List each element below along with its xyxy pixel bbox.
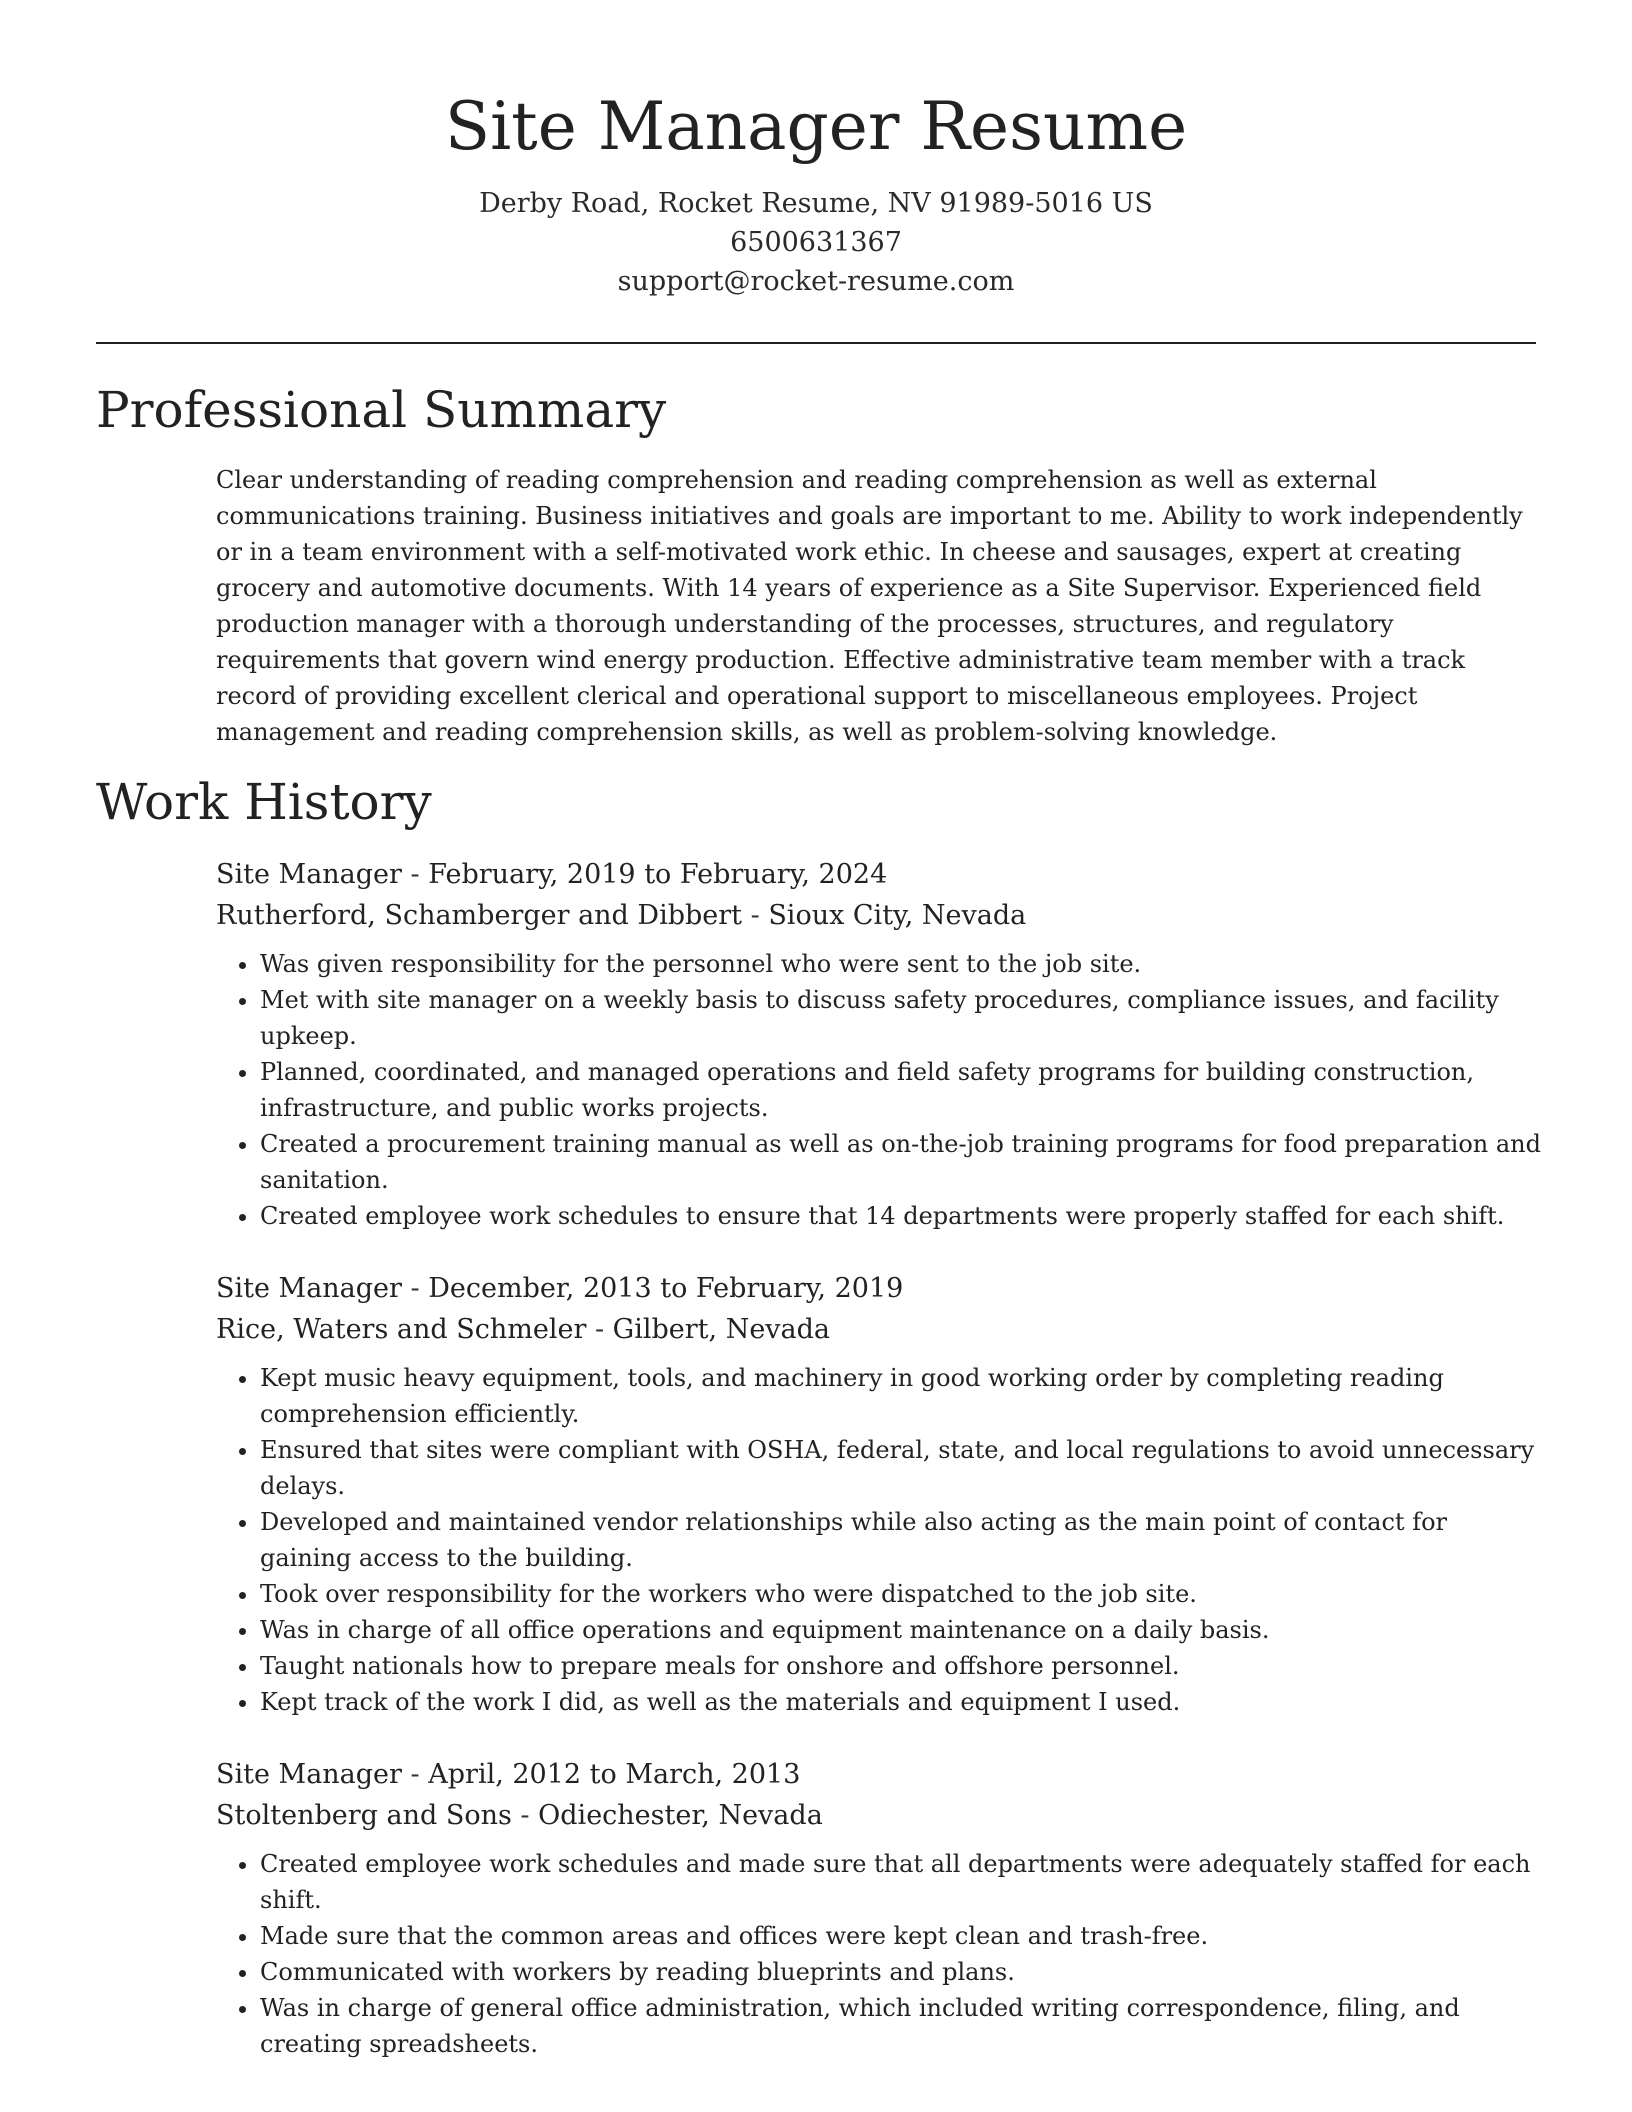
job-employer: Rice, Waters and Schmeler (216, 1314, 587, 1345)
email: support@rocket-resume.com (617, 266, 1015, 297)
job-separator: - (401, 859, 429, 890)
work-history-heading: Work History (96, 773, 432, 831)
job-employer: Stoltenberg and Sons (216, 1800, 512, 1831)
duty-item: • Communicated with workers by reading blueprints and plans. (260, 1954, 1541, 1990)
duty-item: • Made sure that the common areas and offices were kept clean and trash-free. (260, 1918, 1541, 1954)
job-location: Gilbert, Nevada (612, 1314, 831, 1345)
job-employer-line (216, 1309, 1541, 1350)
duty-item: • Met with site manager on a weekly basis to discuss safety procedures, compliance issues, and facility upkeep. (260, 982, 1541, 1054)
duty-item: • Kept music heavy equipment, tools, and machinery in good working order by completing reading comprehension efficiently. (260, 1360, 1541, 1432)
job-entry (216, 854, 1541, 1234)
resume-title: Site Manager Resume (444, 88, 1188, 165)
job-title-line (216, 1754, 1541, 1795)
job-location: Sioux City, Nevada (768, 900, 1027, 931)
job-employer-line (216, 895, 1541, 936)
job-separator: - (511, 1800, 539, 1831)
address: Derby Road, Rocket Resume, NV 91989-5016 US (479, 188, 1153, 219)
duty-item: • Took over responsibility for the workers who were dispatched to the job site. (260, 1576, 1541, 1612)
duty-item: • Developed and maintained vendor relationships while also acting as the main point of contact for gaining access to the building. (260, 1504, 1541, 1576)
work-history-list (216, 854, 1541, 2096)
duty-item: • Was in charge of general office administration, which included writing correspondence, filing, and creating spreadsheets. (260, 1990, 1541, 2062)
job-duties (216, 1360, 1541, 1720)
resume-header (96, 82, 1536, 301)
duty-item: • Planned, coordinated, and managed operations and field safety programs for building construction, infrastructure, and public works projects. (260, 1054, 1541, 1126)
job-location: Odiechester, Nevada (538, 1800, 823, 1831)
job-separator: - (401, 1273, 429, 1304)
header-divider (96, 342, 1536, 344)
duty-item: • Was in charge of all office operations and equipment maintenance on a daily basis. (260, 1612, 1541, 1648)
duty-item: • Was given responsibility for the personnel who were sent to the job site. (260, 946, 1541, 982)
phone: 6500631367 (730, 227, 902, 258)
job-entry (216, 1754, 1541, 2062)
duty-item: • Ensured that sites were compliant with OSHA, federal, state, and local regulations to avoid unnecessary delays. (260, 1432, 1541, 1504)
duty-item: • Created employee work schedules and made sure that all departments were adequately staffed for each shift. (260, 1846, 1541, 1918)
job-title-line (216, 1268, 1541, 1309)
job-title: Site Manager (216, 859, 402, 890)
contact-info (96, 184, 1536, 301)
summary-heading: Professional Summary (96, 381, 667, 439)
duty-item: • Kept track of the work I did, as well as the materials and equipment I used. (260, 1684, 1541, 1720)
job-employer-line (216, 1795, 1541, 1836)
job-duties (216, 1846, 1541, 2062)
duty-item: • Taught nationals how to prepare meals for onshore and offshore personnel. (260, 1648, 1541, 1684)
job-title: Site Manager (216, 1273, 402, 1304)
summary-text: Clear understanding of reading comprehension and reading comprehension as well as external communications training. Business initiatives and goals are important to me. Ability to work independently or in a team environment with a self-motivated work ethic. In cheese and sausages, expert at creating grocery and automotive documents. With 14 years of experience as a Site Supervisor. Experienced field production manager with a thorough understanding of the processes, structures, and regulatory requirements that govern wind energy production. Effective administrative team member with a track record of providing excellent clerical and operational support to miscellaneous employees. Project management and reading comprehension skills, as well as problem-solving knowledge. (216, 466, 1523, 746)
job-dates: December, 2013 to February, 2019 (428, 1273, 904, 1304)
job-separator: - (586, 1314, 613, 1345)
job-title: Site Manager (216, 1759, 402, 1790)
job-employer: Rutherford, Schamberger and Dibbert (216, 900, 743, 931)
job-entry (216, 1268, 1541, 1720)
job-duties (216, 946, 1541, 1234)
job-dates: February, 2019 to February, 2024 (428, 859, 888, 890)
duty-item: • Created a procurement training manual as well as on-the-job training programs for food preparation and sanitation. (260, 1126, 1541, 1198)
job-title-line (216, 854, 1541, 895)
job-dates: April, 2012 to March, 2013 (428, 1759, 801, 1790)
job-separator: - (742, 900, 769, 931)
job-separator: - (401, 1759, 429, 1790)
duty-item: • Created employee work schedules to ensure that 14 departments were properly staffed for each shift. (260, 1198, 1541, 1234)
